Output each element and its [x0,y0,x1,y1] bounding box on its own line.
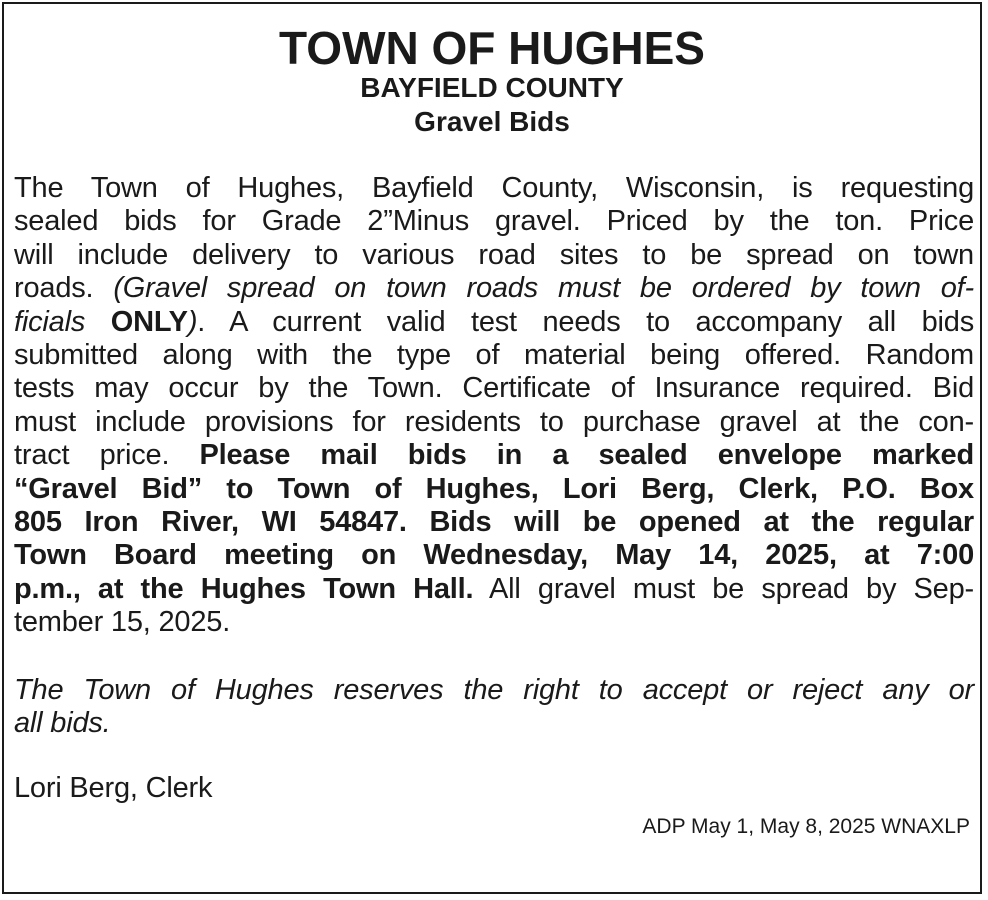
only-emphasis: ONLY [110,305,188,338]
body-line: The Town of Hughes reserves the right to accept or reject any or [14,674,974,706]
legal-notice [2,2,982,894]
body-line: sealed bids for Grade 2”Minus gravel. Priced by the ton. Price [14,205,974,238]
bid-request-paragraph [14,172,974,640]
body-line: The Town of Hughes, Bayfield County, Wisconsin, is requesting [14,172,974,204]
clerk-signature: Lori Berg, Clerk [14,772,213,804]
body-line: tember 15, 2025. [14,606,231,639]
body-line: must include provisions for residents to purchase gravel at the con- [14,405,974,438]
body-line: tract price. Please mail bids in a sealed envelope marked [14,439,974,472]
order-note-italic: (Gravel spread on town roads must be ordered by town of- [113,272,974,305]
body-line: p.m., at the Hughes Town Hall. All gravel must be spread by Sep- [14,572,974,605]
body-line: ficials ONLY). A current valid test needs to accompany all bids [14,305,974,338]
body-line: Town Board meeting on Wednesday, May 14, 2025, at 7:00 [14,539,974,572]
publication-info: ADP May 1, May 8, 2025 WNAXLP [642,815,970,838]
body-line: all bids. [14,707,111,740]
county-heading: BAYFIELD COUNTY [360,72,624,103]
body-line: will include delivery to various road sites to be spread on town [14,238,974,271]
body-line: submitted along with the type of material being offered. Random [14,339,974,372]
notice-title: TOWN OF HUGHES [279,22,705,74]
reservation-paragraph [14,674,974,741]
body-line: 805 Iron River, WI 54847. Bids will be opened at the regular [14,506,974,539]
body-line: roads. (Gravel spread on town roads must be ordered by town of- [14,272,974,305]
body-line: tests may occur by the Town. Certificate of Insurance required. Bid [14,372,974,405]
mailing-instructions: Please mail bids in a sealed envelope marked [199,439,974,472]
body-line: “Gravel Bid” to Town of Hughes, Lori Berg, Clerk, P.O. Box [14,472,974,505]
notice-subject: Gravel Bids [414,106,570,137]
